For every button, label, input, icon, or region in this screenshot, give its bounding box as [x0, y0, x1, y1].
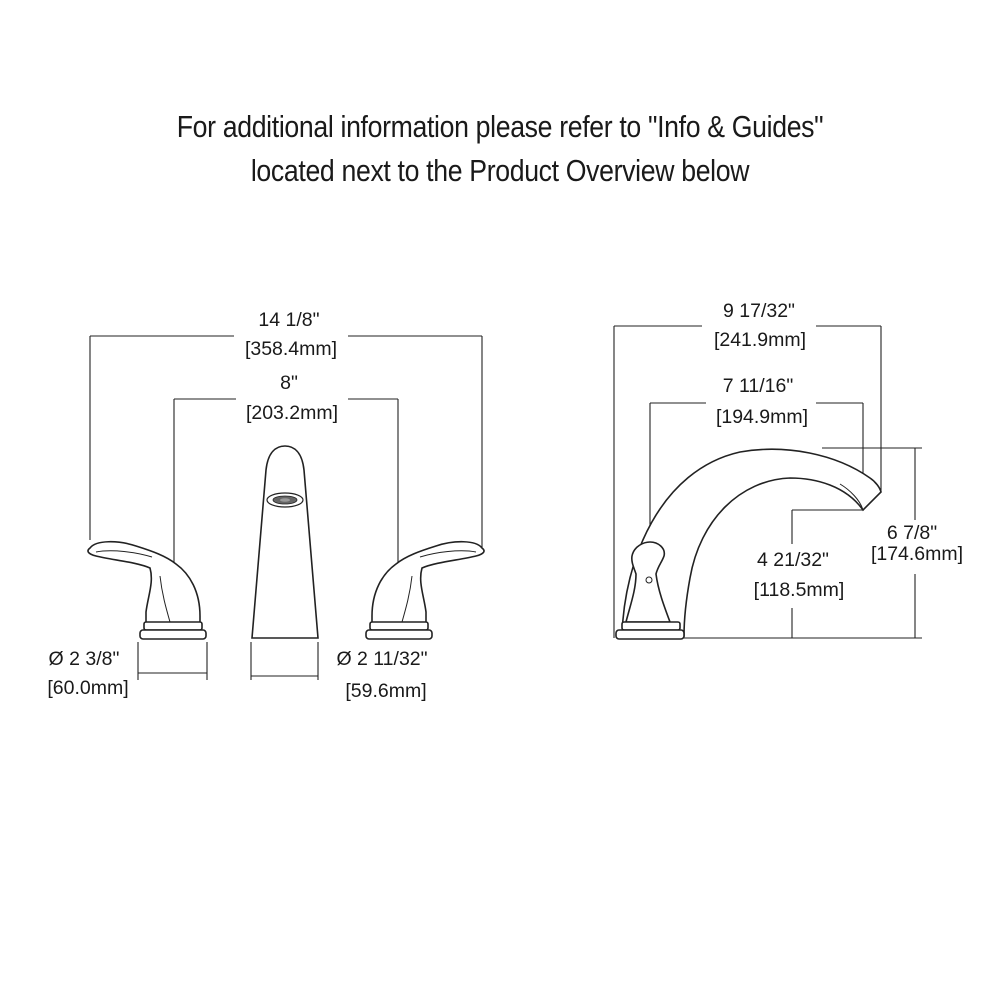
overall-width-mm-label: [358.4mm]	[244, 338, 338, 360]
front-view	[47, 309, 484, 702]
overall-height-mm-label: [174.6mm]	[870, 543, 964, 565]
left-handle	[88, 542, 206, 639]
handle-base-dimension	[138, 642, 207, 680]
handle-screw-icon	[646, 577, 652, 583]
spout-height-dimension	[684, 510, 864, 638]
right-handle	[366, 542, 484, 639]
spout-reach-mm-label: [194.9mm]	[715, 406, 809, 428]
spout-base-dia-in-label: Ø 2 11/32"	[336, 648, 428, 670]
side-view	[614, 300, 963, 639]
handle-base-dia-in-label: Ø 2 3/8"	[48, 648, 120, 670]
overall-height-in-label: 6 7/8"	[886, 522, 938, 544]
center-width-in-label: 8"	[280, 372, 298, 394]
spout-base-dimension	[251, 642, 318, 680]
spout-reach-in-label: 7 11/16"	[722, 375, 794, 397]
overall-reach-in-label: 9 17/32"	[723, 300, 795, 322]
header-line-2: located next to the Product Overview below	[250, 153, 750, 188]
spout-height-in-label: 4 21/32"	[757, 549, 829, 571]
spout-front	[252, 446, 318, 638]
overall-width-in-label: 14 1/8"	[258, 309, 320, 331]
center-width-mm-label: [203.2mm]	[245, 402, 339, 424]
overall-reach-mm-label: [241.9mm]	[713, 329, 807, 351]
handle-base-dia-mm-label: [60.0mm]	[47, 677, 129, 699]
header-line-1: For additional information please refer to "Info & Guides"	[176, 109, 824, 144]
spout-base-dia-mm-label: [59.6mm]	[345, 680, 427, 702]
spout-height-mm-label: [118.5mm]	[753, 579, 845, 601]
